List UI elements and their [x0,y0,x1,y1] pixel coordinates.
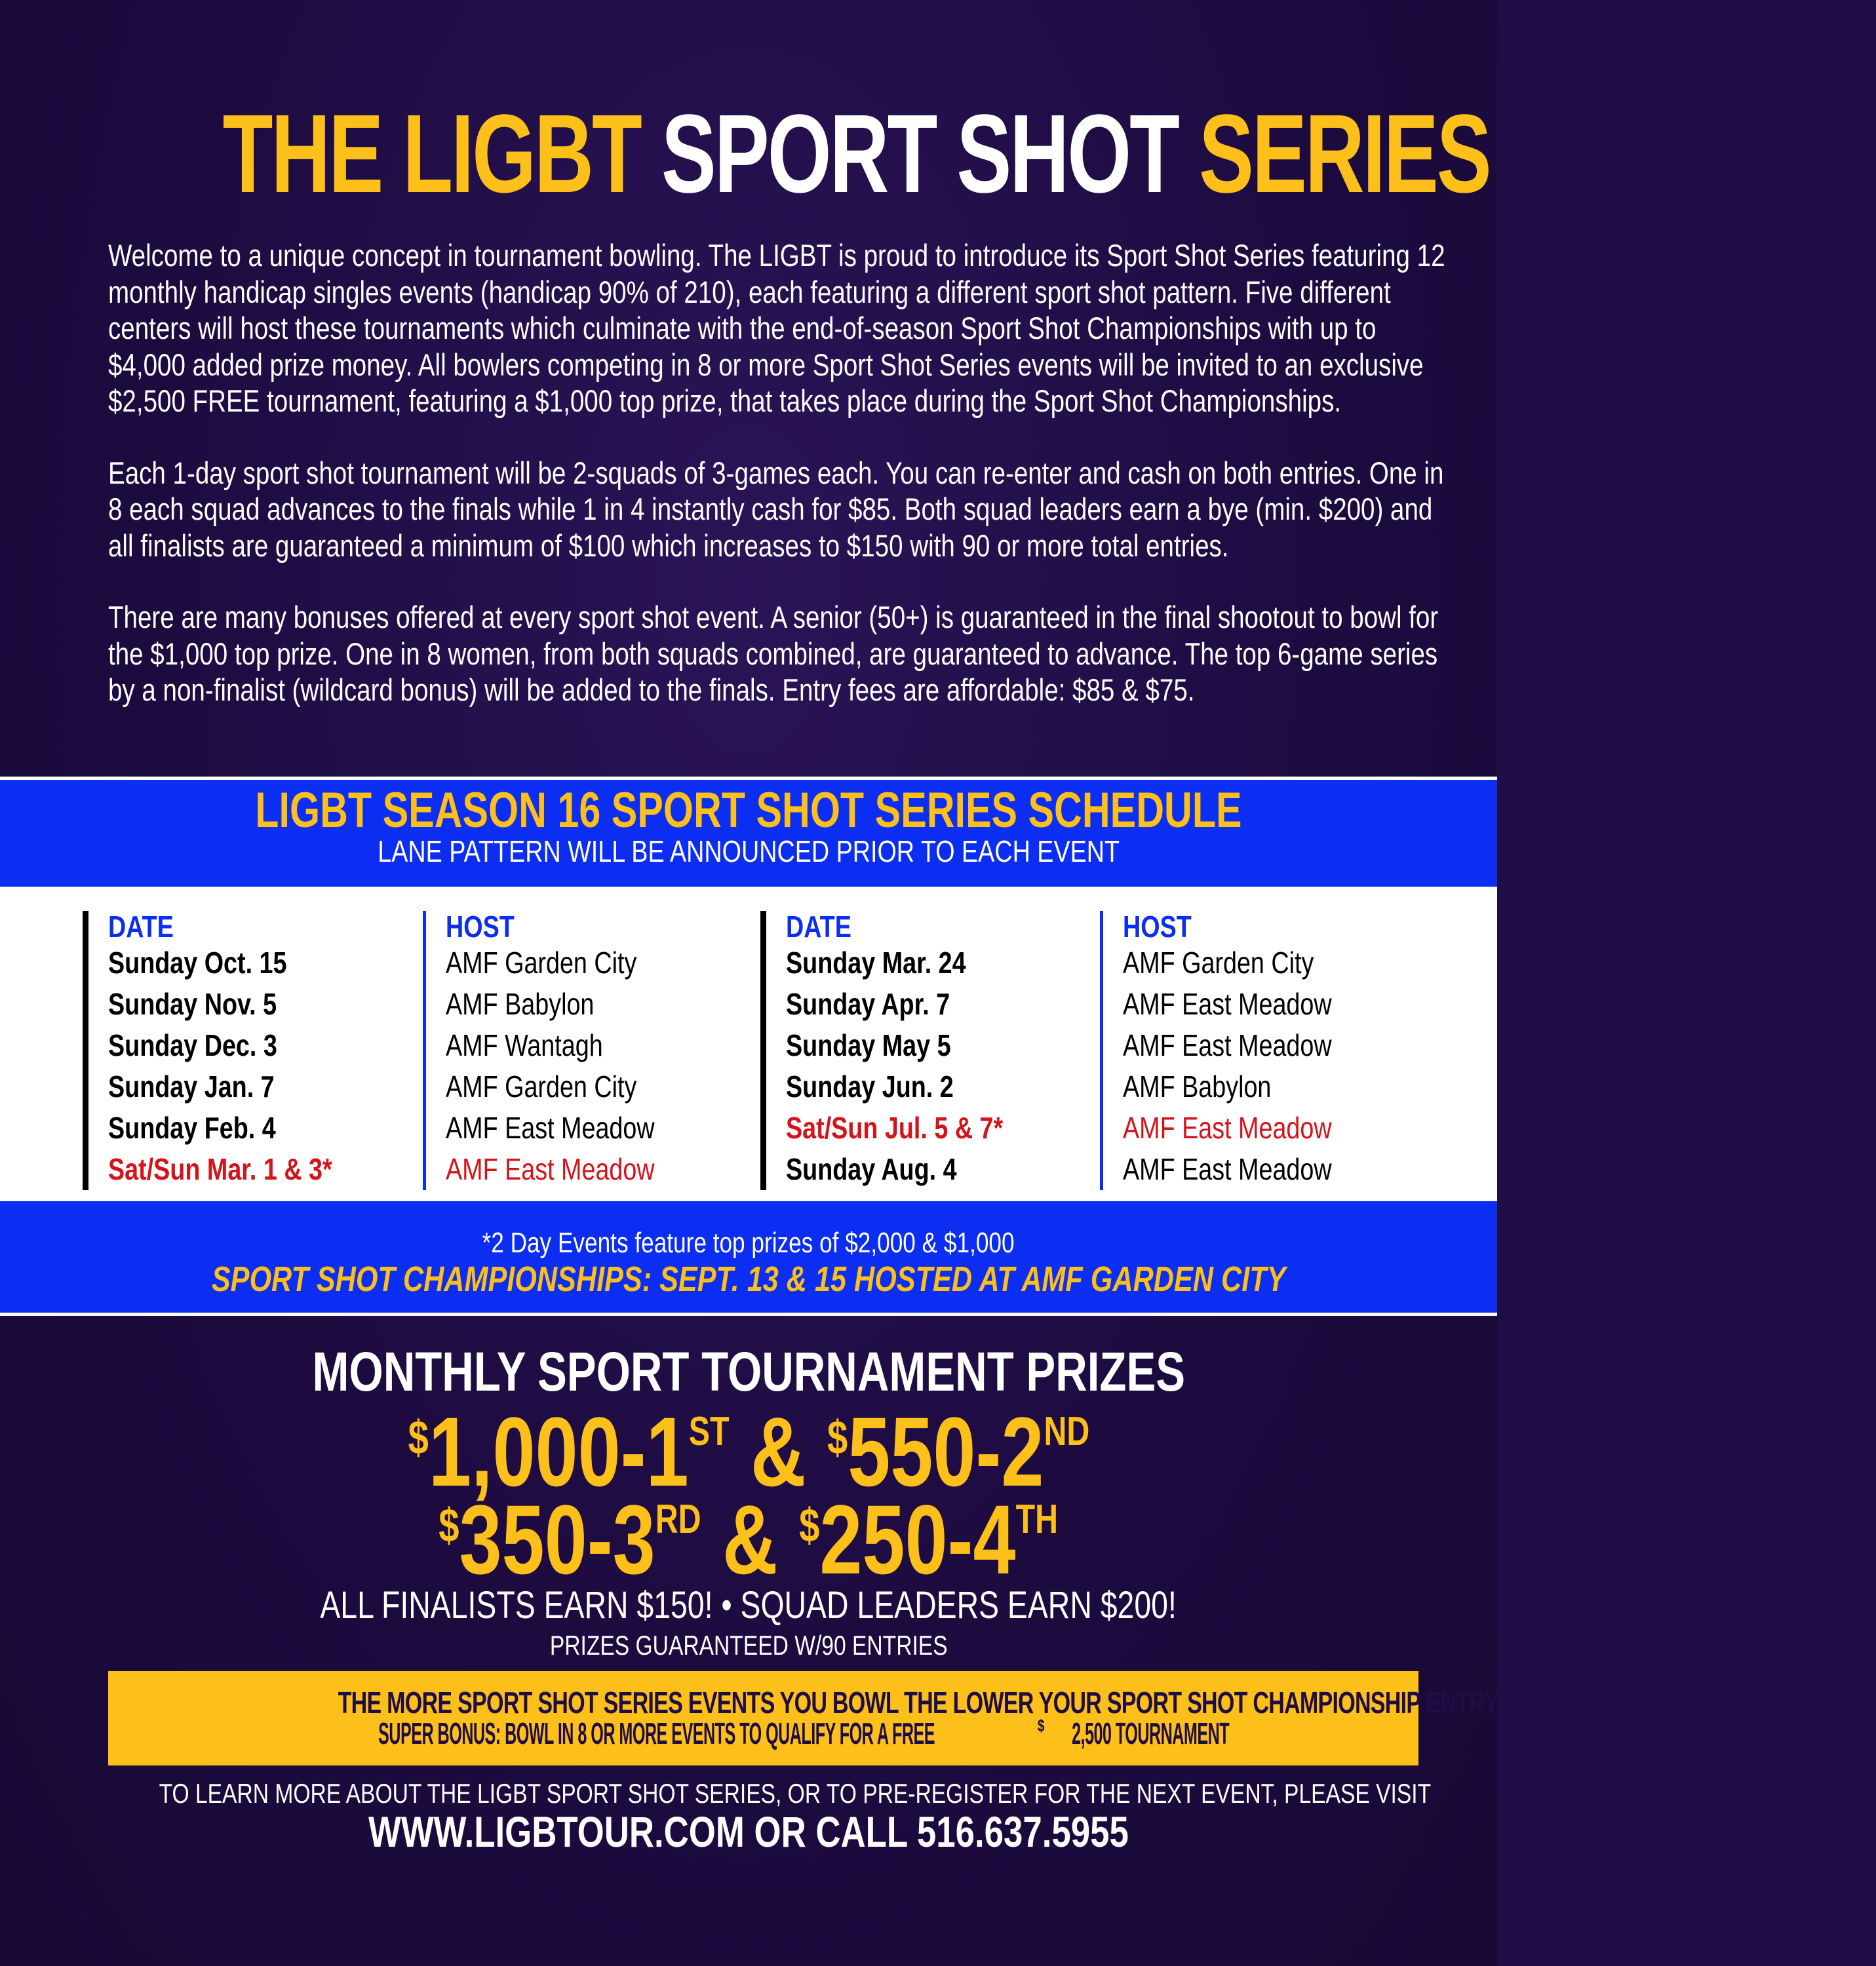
title-part-ligbt: THE LIGBT [222,92,640,216]
ordinal-suffix: RD [655,1497,701,1542]
fourth-prize: 250-4 [819,1484,1016,1594]
dollar-sign: $ [827,1412,848,1464]
two-day-footnote-text: *2 Day Events feature top prizes of $2,000 & $1,000 [482,1227,1015,1259]
schedule-column-dates-left [83,911,381,1190]
schedule-host: AMF East Meadow [446,1111,655,1145]
ordinal-suffix: TH [1015,1497,1059,1542]
schedule-host: AMF Babylon [446,987,595,1021]
intro-text [108,237,1445,744]
schedule-column-hosts-right [1100,911,1378,1190]
column-header-host: HOST [1123,910,1192,944]
schedule-host: AMF East Meadow [1123,1152,1332,1186]
intro-line: $4,000 added prize money. All bowlers competing in 8 or more Sport Shot Series events will be invited to an exclusive [108,347,1424,382]
schedule-column-hosts-left [423,911,701,1190]
prizes-heading [0,1342,1497,1401]
bonus-line-2 [108,1717,1418,1750]
championships-notice [0,1260,1497,1299]
column-header-host: HOST [446,910,515,944]
prizes-guaranteed-text: PRIZES GUARANTEED W/90 ENTRIES [549,1630,948,1661]
dollar-sign: $ [408,1412,429,1464]
schedule-host: AMF Garden City [446,1070,637,1104]
intro-line: by a non-finalist (wildcard bonus) will be added to the finals. Entry fees are affordable: $85 & $75. [108,672,1195,707]
prizes-guaranteed [0,1630,1497,1661]
schedule-date: Sunday May 5 [786,1028,951,1062]
super-bonus-text: SUPER BONUS: BOWL IN 8 OR MORE EVENTS TO QUALIFY FOR A FREE [378,1716,939,1750]
schedule-host: AMF East Meadow [1123,987,1332,1021]
intro-line: $2,500 FREE tournament, featuring a $1,000 top prize, that takes place during the Sport Shot Championships. [108,383,1342,418]
column-header-date: DATE [786,910,851,944]
bonus-line-1 [108,1686,1647,1720]
championships-text: SPORT SHOT CHAMPIONSHIPS: SEPT. 13 & 15 HOSTED AT AMF GARDEN CITY [211,1260,1286,1299]
schedule-date: Sunday Feb. 4 [108,1111,276,1145]
bonus-line-1-text: THE MORE SPORT SHOT SERIES EVENTS YOU BOWL THE LOWER YOUR SPORT SHOT CHAMPIONSHIP ENTRY FEE WILL BE! [338,1686,1647,1720]
schedule-host-two-day: AMF East Meadow [446,1152,655,1186]
intro-line: centers will host these tournaments which culminate with the end-of-season Sport Shot Championships with up to [108,311,1377,345]
intro-line: all finalists are guaranteed a minimum of $100 which increases to $150 with 90 or more total entries. [108,528,1229,563]
schedule-host: AMF Wantagh [446,1028,603,1062]
ordinal-suffix: ST [688,1409,729,1454]
website-and-phone [0,1807,1497,1856]
intro-paragraph-2 [108,455,1444,564]
dollar-sign: $ [799,1499,820,1552]
schedule-title [0,784,1497,837]
finalists-earnings [0,1585,1497,1627]
schedule-host: AMF Babylon [1123,1070,1272,1104]
learn-more [0,1778,1497,1809]
schedule-date: Sunday Oct. 15 [108,946,287,980]
schedule-date-two-day: Sat/Sun Mar. 1 & 3* [108,1152,332,1186]
intro-line: Welcome to a unique concept in tournament bowling. The LIGBT is proud to introduce its Sport Shot Series featuring 12 [108,238,1445,273]
schedule-date: Sunday Aug. 4 [786,1152,957,1186]
schedule-date: Sunday Jun. 2 [786,1070,954,1104]
schedule-date: Sunday Mar. 24 [786,946,966,980]
schedule-date: Sunday Jan. 7 [108,1070,275,1104]
prizes-heading-text: MONTHLY SPORT TOURNAMENT PRIZES [312,1341,1185,1402]
ordinal-suffix: ND [1043,1409,1089,1454]
website-and-phone-text: WWW.LIGBTOUR.COM OR CALL 516.637.5955 [368,1807,1129,1856]
title-part-sport-shot: SPORT SHOT [661,92,1179,216]
intro-paragraph-3 [108,599,1439,708]
second-prize: 550-2 [847,1397,1044,1507]
intro-line: Each 1-day sport shot tournament will be 2-squads of 3-games each. You can re-enter and cash on both entries. One in [108,455,1444,490]
third-prize: 350-3 [459,1484,656,1594]
schedule-title-text: LIGBT SEASON 16 SPORT SHOT SERIES SCHEDULE [255,782,1242,838]
schedule-host: AMF Garden City [446,946,637,980]
prize-joiner: & [728,1397,827,1507]
schedule-date: Sunday Dec. 3 [108,1028,277,1062]
schedule-date-two-day: Sat/Sun Jul. 5 & 7* [786,1111,1004,1145]
schedule-date: Sunday Apr. 7 [786,987,950,1021]
title-part-series: SERIES [1199,92,1490,216]
finalists-earnings-text: ALL FINALISTS EARN $150! • SQUAD LEADERS EARN $200! [320,1584,1177,1627]
schedule-column-dates-right [760,911,1051,1190]
page-title [0,92,1497,216]
schedule-date: Sunday Nov. 5 [108,987,277,1021]
column-header-date: DATE [108,910,174,944]
intro-paragraph-1 [108,237,1445,419]
first-prize: 1,000-1 [428,1397,689,1507]
dollar-sign: $ [1037,1716,1044,1735]
super-bonus-amount: 2,500 TOURNAMENT [1071,1716,1229,1750]
schedule-host: AMF East Meadow [1123,1028,1332,1062]
prize-joiner: & [701,1484,800,1594]
intro-line: the $1,000 top prize. One in 8 women, from both squads combined, are guaranteed to advance. The top 6-game series [108,636,1438,671]
prizes-line-2 [0,1484,1497,1594]
two-day-footnote [0,1227,1497,1260]
dollar-sign: $ [439,1499,459,1552]
intro-line: 8 each squad advances to the finals while 1 in 4 instantly cash for $85. Both squad leaders earn a bye (min. $200) and [108,492,1433,526]
schedule-host-two-day: AMF East Meadow [1123,1111,1332,1145]
schedule-host: AMF Garden City [1123,946,1314,980]
intro-line: There are many bonuses offered at every sport shot event. A senior (50+) is guaranteed in the final shootout to bowl for [108,600,1439,634]
learn-more-text: TO LEARN MORE ABOUT THE LIGBT SPORT SHOT SERIES, OR TO PRE-REGISTER FOR THE NEXT EVENT, PLEASE VISIT [159,1778,1432,1809]
schedule-subtitle [0,834,1497,868]
intro-line: monthly handicap singles events (handicap 90% of 210), each featuring a different sport shot pattern. Five different [108,274,1391,309]
schedule-subtitle-text: LANE PATTERN WILL BE ANNOUNCED PRIOR TO EACH EVENT [378,834,1120,868]
